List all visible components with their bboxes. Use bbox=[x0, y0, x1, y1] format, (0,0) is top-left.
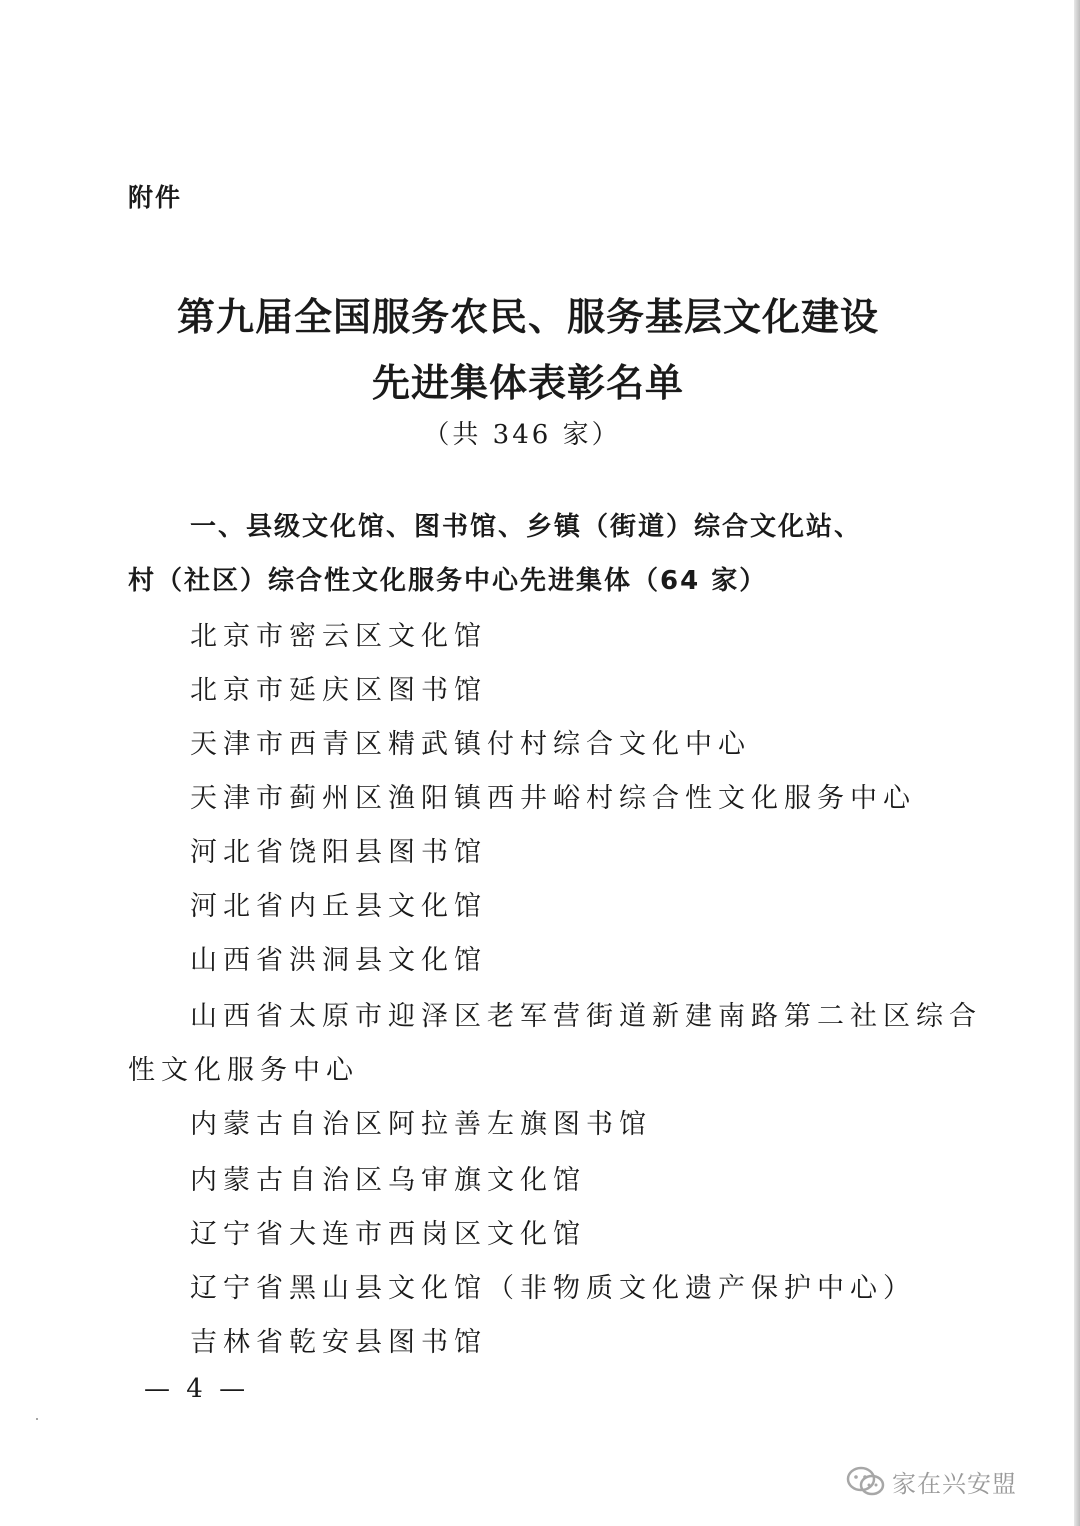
chat-bubble-icon bbox=[846, 1465, 886, 1499]
list-item: 天津市蓟州区渔阳镇西井峪村综合性文化服务中心 bbox=[190, 783, 916, 814]
page-number: — 4 — bbox=[144, 1374, 250, 1404]
section-heading-line-2: 村（社区）综合性文化服务中心先进集体（64 家） bbox=[128, 566, 768, 596]
list-item: 吉林省乾安县图书馆 bbox=[190, 1327, 487, 1358]
list-item: 内蒙古自治区阿拉善左旗图书馆 bbox=[190, 1109, 652, 1140]
attachment-label: 附件 bbox=[128, 183, 183, 212]
scan-edge-shadow bbox=[1074, 0, 1080, 1526]
watermark bbox=[846, 1464, 1017, 1499]
section-heading-line-1: 一、县级文化馆、图书馆、乡镇（街道）综合文化站、 bbox=[190, 512, 863, 542]
scan-speck bbox=[36, 1418, 38, 1420]
list-item: 河北省内丘县文化馆 bbox=[190, 891, 487, 922]
list-item: 内蒙古自治区乌审旗文化馆 bbox=[190, 1165, 586, 1196]
total-count: （共 346 家） bbox=[423, 420, 621, 450]
list-item: 辽宁省黑山县文化馆（非物质文化遗产保护中心） bbox=[190, 1273, 916, 1304]
list-item: 天津市西青区精武镇付村综合文化中心 bbox=[190, 729, 751, 760]
document-title-line-1: 第九届全国服务农民、服务基层文化建设 bbox=[176, 295, 879, 339]
list-item: 山西省洪洞县文化馆 bbox=[190, 945, 487, 976]
list-item: 北京市延庆区图书馆 bbox=[190, 675, 487, 706]
watermark-text: 家在兴安盟 bbox=[892, 1470, 1017, 1498]
list-item: 河北省饶阳县图书馆 bbox=[190, 837, 487, 868]
document-title-line-2: 先进集体表彰名单 bbox=[371, 361, 684, 405]
list-item: 北京市密云区文化馆 bbox=[190, 621, 487, 652]
list-item-continuation: 性文化服务中心 bbox=[128, 1055, 359, 1086]
list-item: 山西省太原市迎泽区老军营街道新建南路第二社区综合 bbox=[190, 1001, 982, 1032]
list-item: 辽宁省大连市西岗区文化馆 bbox=[190, 1219, 586, 1250]
